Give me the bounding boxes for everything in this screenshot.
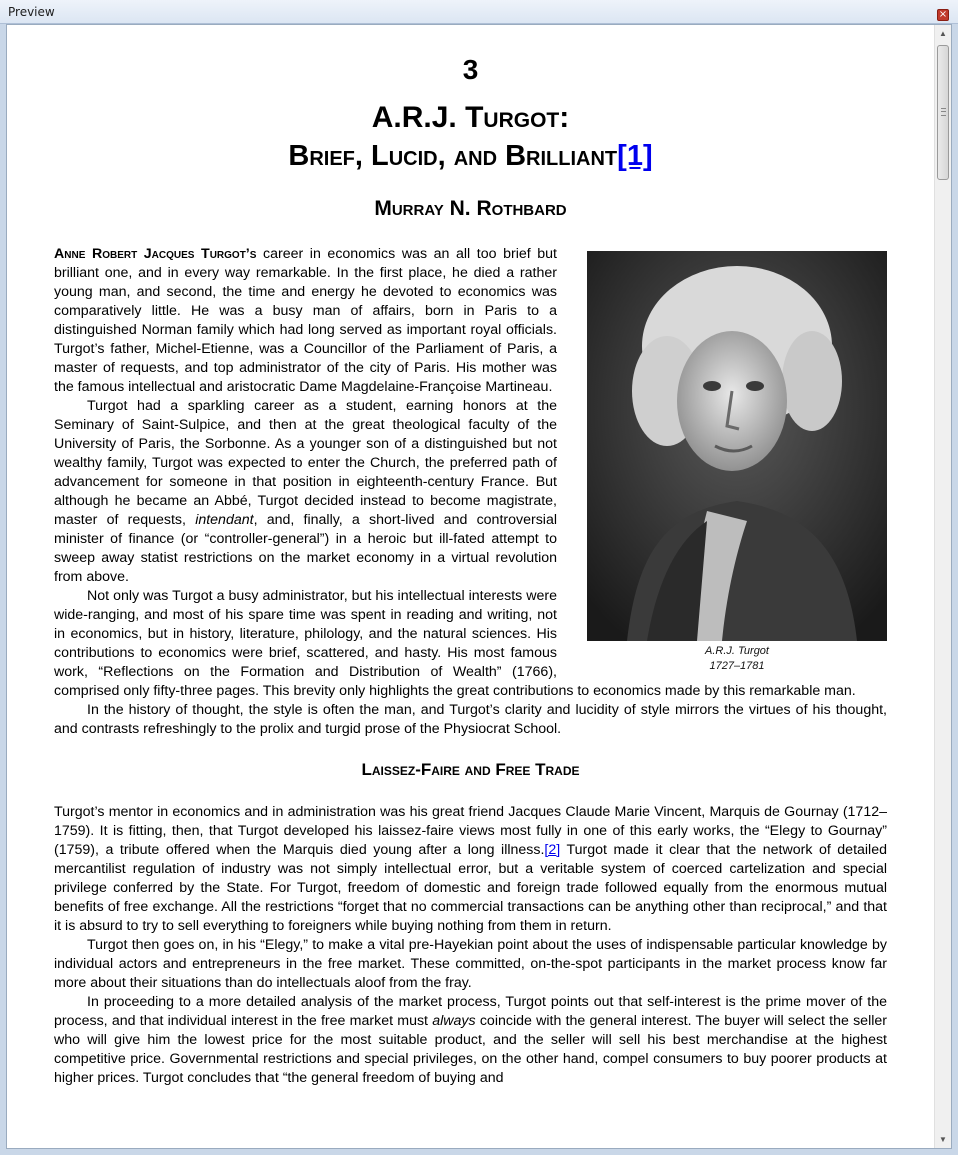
chapter-subtitle-text: Brief, Lucid, and Brilliant: [288, 140, 618, 172]
paragraph-1-text: career in economics was an all too brief but brilliant one, and in every way remarkable. In the first place, he died a rather young man, and second, the time and energy he devoted to economics was comparatively little. He was a busy man of affairs, born in Paris to a distinguished Norman family which had long served as important royal officials. Turgot’s father, Michel-Etienne, was a Councillor of the Parliament of Paris, a master of requests, and top administrator of the city of Paris. His mother was the famous intellectual and aristocratic Dame Magdelaine-Françoise Martineau.: [54, 246, 557, 395]
caption-name: A.R.J. Turgot: [705, 645, 769, 657]
article-body: [54, 245, 887, 1088]
paragraph-2-text-b: , and, finally, a short-lived and controversial minister of finance (or “controller-general”) in a heroic but ill-fated attempt to sweep away statist restrictions on the market economy in a virtual revolution from above.: [54, 512, 557, 585]
figure-caption: [587, 644, 887, 674]
author-name: Murray N. Rothbard: [374, 197, 567, 220]
scroll-down-arrow-icon[interactable]: ▼: [939, 1135, 947, 1144]
paragraph-5-text-b: Turgot made it clear that the network of detailed mercantilist regulation of industry was not simply intellectual error, but a veritable system of coerced cartelization and special privilege conferred by the State. For Turgot, freedom of domestic and foreign trade followed equally from the enormous mutual benefits of free exchange. All the restrictions “forget that no commercial transactions can be anything other than reciprocal,” and that it is absurd to try to sell everything to foreigners while buying nothing from them in return.: [54, 842, 887, 934]
footnote-link-1[interactable]: [1]: [617, 140, 653, 172]
chapter-title-line2: [54, 137, 887, 175]
document-page: [54, 25, 887, 1088]
grip-icon: [941, 108, 946, 116]
chapter-title-line1: A.R.J. Turgot:: [371, 101, 570, 134]
turgot-portrait-image: [587, 251, 887, 641]
section-heading: Laissez-Faire and Free Trade: [361, 760, 580, 779]
paragraph-7: [54, 993, 887, 1088]
paragraph-7-text-a: In proceeding to a more detailed analysis of the market process, Turgot points out that self-interest is the prime mover of the process, and that individual interest in the free market must: [54, 994, 887, 1029]
paragraph-4: In the history of thought, the style is often the man, and Turgot’s clarity and lucidity of style mirrors the virtues of his thought, and contrasts refreshingly to the prolix and turgid prose of the Physiocrat School.: [54, 702, 887, 737]
paragraph-7-emphasis: always: [432, 1013, 476, 1029]
vertical-scrollbar[interactable]: [934, 25, 951, 1148]
paragraph-2-emphasis: intendant: [195, 512, 254, 528]
portrait-figure: [587, 251, 887, 674]
chapter-title: [54, 99, 887, 175]
caption-dates: 1727–1781: [709, 660, 765, 672]
footnote-link-2[interactable]: [2]: [544, 842, 561, 858]
scroll-thumb[interactable]: [937, 45, 949, 180]
lead-in-name: Anne Robert Jacques Turgot’s: [54, 246, 257, 262]
paragraph-5: [54, 803, 887, 936]
window-title: Preview: [8, 5, 55, 19]
close-icon[interactable]: ×: [938, 9, 948, 20]
paragraph-3: Not only was Turgot a busy administrator, but his intellectual interests were wide-ranging, and most of his spare time was spent in reading and writing, not in economics, but in history, literature, philology, and the natural sciences. His contributions to economics were brief, scattered, and hasty. His most famous work, “Reflections on the Formation and Distribution of Wealth” (1766), comprised only fifty-three pages. This brevity only highlights the great contributions to economics made by this remarkable man.: [54, 588, 856, 699]
paragraph-2-text-a: Turgot had a sparkling career as a student, earning honors at the Seminary of Saint-Sulpice, and then at the great theological faculty of the University of Paris, the Sorbonne. As a younger son of a distinguished but not wealthy family, Turgot was expected to enter the Church, the preferred path of advancement for someone in that position in eighteenth-century France. But although he became an Abbé, Turgot decided instead to become magistrate, master of requests,: [54, 398, 557, 528]
chapter-number: 3: [462, 54, 479, 85]
paragraph-5-text-a: Turgot’s mentor in economics and in administration was his great friend Jacques Claude Marie Vincent, Marquis de Gournay (1712–1759). It is fitting, then, that Turgot developed his laissez-faire views most fully in one of this early works, the “Elegy to Gournay” (1759), a tribute offered when the Marquis died young after a long illness.: [54, 804, 887, 858]
scroll-up-arrow-icon[interactable]: ▲: [939, 29, 947, 38]
preview-pane: [6, 24, 952, 1149]
window-titlebar: [0, 0, 958, 24]
paragraph-7-text-b: coincide with the general interest. The buyer will select the seller who will give him the lowest price for the most suitable product, and the seller will sell his best merchandise at the highest competitive price. Governmental restrictions and special privileges, on the other hand, compel consumers to buy poorer products at higher prices. Turgot concludes that “the general freedom of buying and: [54, 1013, 887, 1086]
paragraph-6: Turgot then goes on, in his “Elegy,” to make a vital pre-Hayekian point about the uses of indispensable particular knowledge by individual actors and entrepreneurs in the free market. These committed, on-the-spot participants in the market process know far more about their situations than do intellectuals aloof from the fray.: [54, 937, 887, 991]
